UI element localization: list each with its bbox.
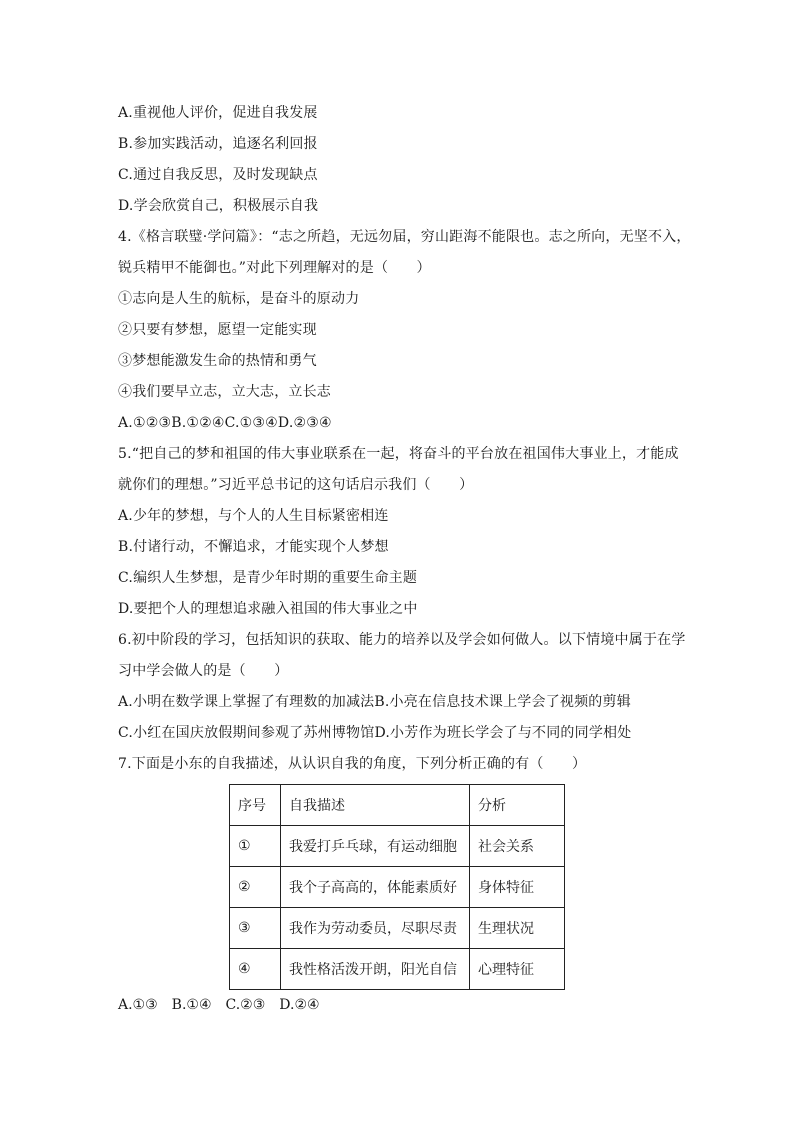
q5-option-a: A.少年的梦想，与个人的人生目标紧密相连: [118, 508, 389, 524]
q6-stem-line2: 习中学会做人的是（ ）: [118, 663, 289, 679]
document-page: [118, 98, 691, 1018]
q5-option-b: B.付诸行动，不懈追求，才能实现个人梦想: [118, 539, 389, 555]
table-row: [230, 826, 565, 867]
table-cell: 社会关系: [470, 826, 565, 867]
table-cell: 我爱打乒乓球，有运动细胞: [281, 826, 470, 867]
q4-statement-4: ④我们要早立志，立大志，立长志: [118, 384, 331, 400]
q3-option-d: D.学会欣赏自己，积极展示自我: [118, 198, 319, 214]
q4-statement-1: ①志向是人生的航标，是奋斗的原动力: [118, 291, 360, 307]
table-cell: 身体特征: [470, 867, 565, 908]
q6-options-line1: A.小明在数学课上掌握了有理数的加减法B.小亮在信息技术课上学会了视频的剪辑: [118, 694, 631, 710]
q4-statement-3: ③梦想能激发生命的热情和勇气: [118, 353, 317, 369]
q6-options-line2: C.小红在国庆放假期间参观了苏州博物馆D.小芳作为班长学会了与不同的同学相处: [118, 725, 632, 741]
q4-statement-2: ②只要有梦想，愿望一定能实现: [118, 322, 317, 338]
q4-stem-line2: 锐兵精甲不能御也。”对此下列理解对的是（ ）: [118, 260, 431, 276]
table-cell: 心理特征: [470, 949, 565, 990]
table-cell: ①: [230, 826, 281, 867]
table-cell: 生理状况: [470, 908, 565, 949]
q5-stem-line2: 就你们的理想。”习近平总书记的这句话启示我们（ ）: [118, 477, 474, 493]
q4-options: A.①②③B.①②④C.①③④D.②③④: [118, 415, 332, 431]
table-header-cell: 序号: [230, 785, 281, 826]
table-header-cell: 自我描述: [281, 785, 470, 826]
q5-option-c: C.编织人生梦想，是青少年时期的重要生命主题: [118, 570, 418, 586]
table-row: [230, 908, 565, 949]
q6-stem-line1: 6.初中阶段的学习，包括知识的获取、能力的培养以及学会如何做人。以下情境中属于在学: [118, 632, 686, 648]
table-cell: 我作为劳动委员，尽职尽责: [281, 908, 470, 949]
q3-option-a: A.重视他人评价，促进自我发展: [118, 105, 318, 121]
q7-options: A.①③ B.①④ C.②③ D.②④: [118, 997, 320, 1013]
q3-option-c: C.通过自我反思，及时发现缺点: [118, 167, 318, 183]
self-description-table: [229, 784, 565, 990]
table-header-cell: 分析: [470, 785, 565, 826]
table-cell: 我性格活泼开朗，阳光自信: [281, 949, 470, 990]
table-row: [230, 867, 565, 908]
table-row: [230, 949, 565, 990]
table-cell: ③: [230, 908, 281, 949]
table-header-row: [230, 785, 565, 826]
q3-option-b: B.参加实践活动，追逐名利回报: [118, 136, 318, 152]
q5-stem-line1: 5.“把自己的梦和祖国的伟大事业联系在一起，将奋斗的平台放在祖国伟大事业上，才能成: [118, 446, 679, 462]
q7-stem: 7.下面是小东的自我描述，从认识自我的角度，下列分析正确的有（ ）: [118, 756, 587, 772]
q4-stem-line1: 4.《格言联璧·学问篇》：“志之所趋，无远勿届，穷山距海不能限也。志之所向，无坚不入，: [118, 229, 691, 245]
q5-option-d: D.要把个人的理想追求融入祖国的伟大事业之中: [118, 601, 418, 617]
table-cell: 我个子高高的，体能素质好: [281, 867, 470, 908]
table-cell: ④: [230, 949, 281, 990]
table-cell: ②: [230, 867, 281, 908]
